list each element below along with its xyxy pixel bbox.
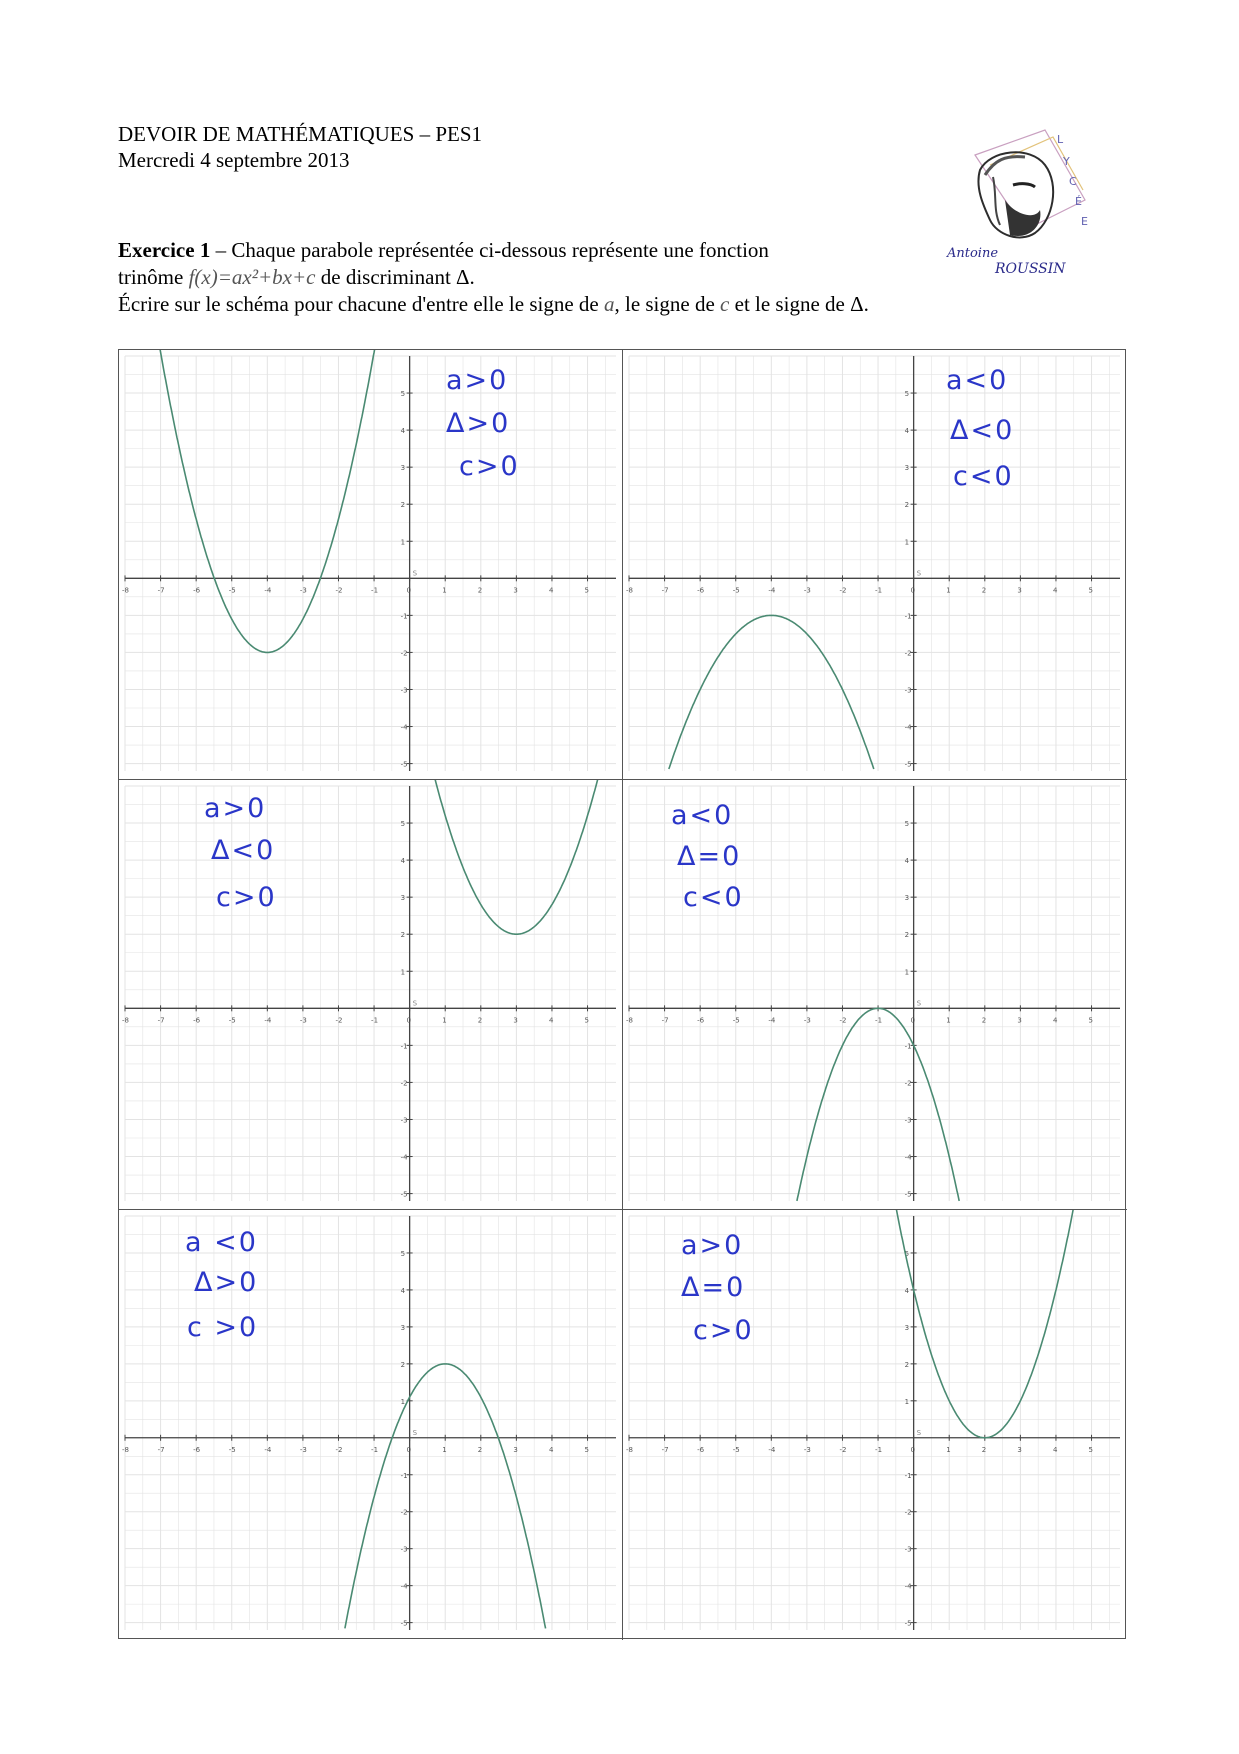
annotation-sign-delta: Δ<0 (211, 835, 276, 866)
annotation-sign-a: a <0 (185, 1227, 258, 1258)
origin-label: S (916, 999, 922, 1008)
x-tick-label: -6 (697, 1016, 705, 1025)
x-tick-label: -5 (228, 1445, 236, 1454)
parabola-chart (119, 780, 622, 1209)
origin-label: S (412, 999, 418, 1008)
x-tick-label: -3 (803, 1016, 811, 1025)
x-tick-label: 1 (442, 586, 447, 595)
x-tick-label: 1 (946, 1016, 951, 1025)
graph-cell-5 (119, 1210, 623, 1640)
x-tick-label: 3 (1017, 1445, 1022, 1454)
portrait-sketch (978, 152, 1053, 237)
x-tick-label: 0 (406, 1016, 412, 1025)
parabola-chart (623, 350, 1126, 779)
y-tick-label: 5 (904, 390, 910, 399)
y-tick-label: -4 (400, 723, 408, 732)
x-tick-label: -3 (299, 586, 307, 595)
annotation-sign-c: c>0 (459, 451, 520, 482)
x-tick-label: -1 (371, 1445, 379, 1454)
x-tick-label: -4 (264, 1016, 272, 1025)
graph-cell-1 (119, 350, 623, 780)
exercise-line-3: Écrire sur le schéma pour chacune d'entre elle le signe de a, le signe de c et le signe de Δ. (118, 292, 869, 316)
x-tick-label: -2 (839, 586, 847, 595)
origin-label: S (412, 1428, 418, 1437)
origin-label: S (916, 1428, 922, 1437)
x-tick-label: 4 (1052, 586, 1058, 595)
y-tick-label: -3 (904, 686, 912, 695)
parabola-chart (119, 350, 622, 779)
x-tick-label: 2 (477, 586, 483, 595)
y-tick-label: 1 (904, 538, 910, 547)
y-tick-label: 5 (904, 820, 910, 829)
x-tick-label: -5 (228, 1016, 236, 1025)
y-tick-label: -5 (400, 760, 408, 769)
x-tick-label: 2 (477, 1445, 483, 1454)
x-tick-label: -4 (768, 1445, 776, 1454)
annotation-sign-a: a<0 (946, 365, 1009, 396)
y-tick-label: 2 (400, 501, 406, 510)
y-tick-label: -3 (400, 686, 408, 695)
document-title: DEVOIR DE MATHÉMATIQUES – PES1 (118, 122, 483, 146)
y-tick-label: -2 (400, 649, 408, 658)
y-tick-label: 3 (904, 894, 910, 903)
annotation-sign-delta: Δ=0 (677, 841, 742, 872)
x-tick-label: -2 (335, 1445, 343, 1454)
document-date: Mercredi 4 septembre 2013 (118, 148, 350, 172)
y-tick-label: 4 (904, 427, 910, 436)
x-tick-label: -4 (264, 586, 272, 595)
y-tick-label: 5 (904, 1249, 910, 1258)
x-tick-label: 3 (513, 1445, 518, 1454)
x-tick-label: -5 (228, 586, 236, 595)
formula: f(x)=ax²+bx+c (188, 265, 316, 289)
exercise-line-2: trinôme f(x)=ax²+bx+c de discriminant Δ. (118, 265, 475, 289)
x-tick-label: 4 (1052, 1445, 1058, 1454)
x-tick-label: -1 (875, 586, 883, 595)
y-tick-label: -3 (904, 1545, 912, 1554)
exercise-label: Exercice 1 (118, 238, 211, 262)
x-tick-label: -1 (371, 586, 379, 595)
graph-table (118, 349, 1126, 1639)
x-tick-label: -5 (732, 586, 740, 595)
x-tick-label: 2 (981, 1016, 987, 1025)
logo-letter: L (1057, 133, 1064, 146)
logo-letter: É (1075, 195, 1082, 208)
x-tick-label: 4 (548, 1016, 554, 1025)
y-tick-label: -2 (400, 1508, 408, 1517)
x-tick-label: -8 (626, 1445, 633, 1454)
x-tick-label: 4 (1052, 1016, 1058, 1025)
y-tick-label: 3 (904, 464, 910, 473)
annotation-sign-c: c>0 (216, 882, 277, 913)
exercise-line-1: Exercice 1 – Chaque parabole représentée ci-dessous représente une fonction (118, 238, 769, 262)
annotation-sign-delta: Δ>0 (446, 408, 511, 439)
origin-label: S (412, 569, 418, 578)
y-tick-label: 4 (400, 427, 406, 436)
x-tick-label: 5 (584, 1016, 590, 1025)
origin-label: S (916, 569, 922, 578)
x-tick-label: 2 (981, 1445, 987, 1454)
school-logo (935, 125, 1090, 275)
annotation-sign-c: c >0 (187, 1312, 259, 1343)
x-tick-label: -2 (839, 1445, 847, 1454)
annotation-sign-delta: Δ>0 (194, 1267, 259, 1298)
x-tick-label: -6 (697, 1445, 705, 1454)
y-tick-label: 5 (400, 820, 406, 829)
x-tick-label: 1 (946, 586, 951, 595)
x-tick-label: -6 (697, 586, 705, 595)
x-tick-label: 0 (406, 1445, 412, 1454)
x-tick-label: 0 (406, 586, 412, 595)
annotation-sign-c: c>0 (693, 1315, 754, 1346)
y-tick-label: 3 (400, 894, 406, 903)
x-tick-label: -8 (626, 1016, 633, 1025)
x-tick-label: -2 (839, 1016, 847, 1025)
y-tick-label: 2 (400, 931, 406, 940)
x-tick-label: -7 (661, 1016, 669, 1025)
y-tick-label: 2 (904, 501, 910, 510)
y-tick-label: -5 (904, 1190, 912, 1199)
y-tick-label: 2 (904, 1360, 910, 1369)
x-tick-label: 3 (1017, 586, 1022, 595)
y-tick-label: -2 (904, 1508, 912, 1517)
x-tick-label: 5 (1088, 1016, 1094, 1025)
x-tick-label: -8 (122, 1016, 129, 1025)
annotation-sign-c: c<0 (953, 461, 1014, 492)
x-tick-label: -2 (335, 1016, 343, 1025)
y-tick-label: -2 (904, 1079, 912, 1088)
y-tick-label: 1 (904, 968, 910, 977)
graph-cell-6 (623, 1210, 1127, 1640)
y-tick-label: 1 (904, 1397, 910, 1406)
x-tick-label: -3 (803, 1445, 811, 1454)
x-tick-label: 4 (548, 1445, 554, 1454)
y-tick-label: 1 (400, 968, 406, 977)
y-tick-label: 3 (400, 464, 406, 473)
y-tick-label: -4 (904, 723, 912, 732)
y-tick-label: -5 (904, 1619, 912, 1628)
x-tick-label: -1 (875, 1445, 883, 1454)
logo-text-antoine: Antoine (947, 246, 999, 261)
y-tick-label: -2 (400, 1079, 408, 1088)
annotation-sign-c: c<0 (683, 882, 744, 913)
x-tick-label: 0 (910, 1445, 916, 1454)
x-tick-label: -2 (335, 586, 343, 595)
y-tick-label: 4 (400, 857, 406, 866)
x-tick-label: -4 (264, 1445, 272, 1454)
x-tick-label: -6 (193, 1445, 201, 1454)
y-tick-label: -4 (904, 1582, 912, 1591)
y-tick-label: -1 (400, 1042, 408, 1051)
y-tick-label: -2 (904, 649, 912, 658)
y-tick-label: -1 (400, 612, 408, 621)
x-tick-label: -8 (626, 586, 633, 595)
graph-cell-3 (119, 780, 623, 1210)
y-tick-label: 2 (400, 1360, 406, 1369)
y-tick-label: -3 (400, 1545, 408, 1554)
x-tick-label: 2 (477, 1016, 483, 1025)
x-tick-label: 5 (1088, 586, 1094, 595)
y-tick-label: 3 (400, 1323, 406, 1332)
x-tick-label: 1 (946, 1445, 951, 1454)
y-tick-label: 4 (400, 1286, 406, 1295)
y-tick-label: 2 (904, 931, 910, 940)
y-tick-label: 4 (904, 857, 910, 866)
logo-letter: E (1081, 215, 1088, 228)
x-tick-label: -6 (193, 1016, 201, 1025)
x-tick-label: -8 (122, 586, 129, 595)
x-tick-label: 0 (910, 586, 916, 595)
graph-cell-4 (623, 780, 1127, 1210)
annotation-sign-delta: Δ<0 (950, 415, 1015, 446)
y-tick-label: -1 (904, 612, 912, 621)
annotation-sign-a: a>0 (204, 793, 267, 824)
x-tick-label: 1 (442, 1016, 447, 1025)
y-tick-label: -1 (904, 1042, 912, 1051)
y-tick-label: -5 (400, 1190, 408, 1199)
x-tick-label: -5 (732, 1016, 740, 1025)
y-tick-label: -5 (400, 1619, 408, 1628)
x-tick-label: -7 (661, 1445, 669, 1454)
x-tick-label: -3 (299, 1445, 307, 1454)
y-tick-label: -4 (400, 1153, 408, 1162)
x-tick-label: 5 (1088, 1445, 1094, 1454)
y-tick-label: -3 (400, 1116, 408, 1125)
x-tick-label: -4 (768, 586, 776, 595)
y-tick-label: 5 (400, 1249, 406, 1258)
x-tick-label: -7 (157, 1445, 165, 1454)
x-tick-label: -4 (768, 1016, 776, 1025)
y-tick-label: 1 (400, 1397, 406, 1406)
x-tick-label: -6 (193, 586, 201, 595)
y-tick-label: -1 (400, 1471, 408, 1480)
y-tick-label: 4 (904, 1286, 910, 1295)
x-tick-label: -3 (803, 586, 811, 595)
x-tick-label: 4 (548, 586, 554, 595)
x-tick-label: -3 (299, 1016, 307, 1025)
annotation-sign-a: a<0 (671, 800, 734, 831)
annotation-sign-a: a>0 (446, 365, 509, 396)
y-tick-label: 1 (400, 538, 406, 547)
logo-letter: C (1069, 175, 1077, 188)
x-tick-label: -7 (157, 1016, 165, 1025)
y-tick-label: -5 (904, 760, 912, 769)
graph-cell-2 (623, 350, 1127, 780)
x-tick-label: 5 (584, 1445, 590, 1454)
y-tick-label: 3 (904, 1323, 910, 1332)
x-tick-label: 3 (513, 1016, 518, 1025)
x-tick-label: -8 (122, 1445, 129, 1454)
y-tick-label: -1 (904, 1471, 912, 1480)
x-tick-label: 1 (442, 1445, 447, 1454)
logo-letter: Y (1063, 155, 1070, 168)
x-tick-label: -1 (371, 1016, 379, 1025)
annotation-sign-delta: Δ=0 (681, 1272, 746, 1303)
y-tick-label: -4 (904, 1153, 912, 1162)
x-tick-label: 3 (513, 586, 518, 595)
x-tick-label: -1 (875, 1016, 883, 1025)
x-tick-label: -7 (157, 586, 165, 595)
y-tick-label: 5 (400, 390, 406, 399)
y-tick-label: -3 (904, 1116, 912, 1125)
y-tick-label: -4 (400, 1582, 408, 1591)
x-tick-label: -7 (661, 586, 669, 595)
annotation-sign-a: a>0 (681, 1230, 744, 1261)
x-tick-label: 3 (1017, 1016, 1022, 1025)
x-tick-label: -5 (732, 1445, 740, 1454)
x-tick-label: 5 (584, 586, 590, 595)
logo-text-roussin: ROUSSIN (995, 261, 1066, 275)
x-tick-label: 0 (910, 1016, 916, 1025)
x-tick-label: 2 (981, 586, 987, 595)
